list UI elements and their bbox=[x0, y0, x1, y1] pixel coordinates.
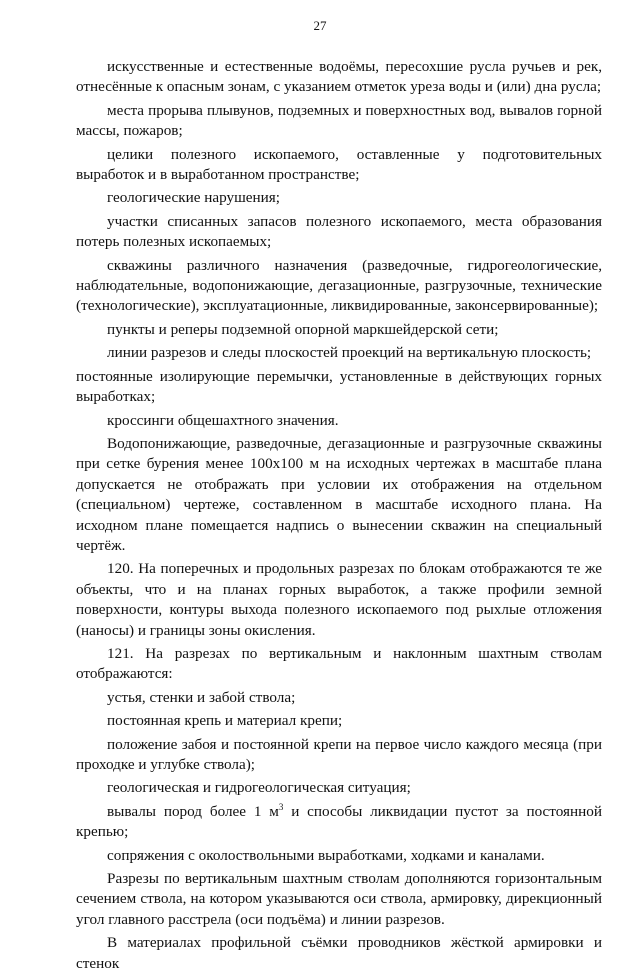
paragraph: 121. На разрезах по вертикальным и наклонным шахтным стволам отображаются: bbox=[76, 644, 602, 683]
paragraph: кроссинги общешахтного значения. bbox=[107, 411, 339, 429]
paragraph: линии разрезов и следы плоскостей проекций на вертикальную плоскость; bbox=[107, 344, 592, 362]
cubic-superscript: 3 bbox=[278, 801, 284, 812]
paragraph: пункты и реперы подземной опорной маркшейдерской сети; bbox=[107, 320, 499, 338]
paragraph: постоянные изолирующие перемычки, установленные в действующих горных выработках; bbox=[76, 367, 602, 406]
paragraph: места прорыва плывунов, подземных и поверхностных вод, вывалов горной массы, пожаров; bbox=[76, 101, 602, 140]
page-number: 27 bbox=[313, 18, 327, 33]
rock-falls-text-start: вывалы пород более 1 м bbox=[107, 802, 279, 820]
paragraph: устья, стенки и забой ствола; bbox=[107, 688, 296, 706]
paragraph: искусственные и естественные водоёмы, пересохшие русла ручьев и рек, отнесённые к опасным зонам, с указанием отметок уреза воды и (или) дна русла; bbox=[76, 58, 602, 96]
paragraph: скважины различного назначения (разведочные, гидрогеологические, наблюдательные, водопонижающие, дегазационные, разгрузочные, технические (технологические), эксплуатационные, ликвидированные, законсервированные); bbox=[76, 256, 602, 315]
paragraph: 120. На поперечных и продольных разрезах по блокам отображаются те же объекты, что и на планах горных выработок, а также профили земной поверхности, контуры выхода полезного ископаемого под рыхлые отложения (наносы) и границы зоны окисления. bbox=[76, 560, 602, 639]
paragraph-rock-falls bbox=[76, 802, 602, 843]
paragraph: Разрезы по вертикальным шахтным стволам дополняются горизонтальным сечением ствола, на котором указываются оси ствола, армировку, дирекционный угол главного расстрела (оси подъёма) и линии разрезов. bbox=[76, 870, 602, 928]
paragraph: участки списанных запасов полезного ископаемого, места образования потерь полезных ископаемых; bbox=[76, 212, 602, 251]
rock-falls-text-end: и способы ликвидации пустот за постоянной крепью; bbox=[76, 802, 603, 841]
paragraph: Водопонижающие, разведочные, дегазационные и разгрузочные скважины при сетке бурения менее 100х100 м на исходных чертежах в масштабе плана допускается не отображать при условии их отображения на отдельном (специальном) чертеже, составленном в масштабе исходного плана. На исходном плане помещается надпись о вынесении скважин на специальный чертёж. bbox=[76, 434, 602, 554]
paragraph: постоянная крепь и материал крепи; bbox=[107, 712, 343, 730]
paragraph: целики полезного ископаемого, оставленные у подготовительных выработок и в выработанном пространстве; bbox=[76, 145, 602, 184]
paragraph: положение забоя и постоянной крепи на первое число каждого месяца (при проходке и углубке ствола); bbox=[76, 735, 602, 773]
paragraph: В материалах профильной съёмки проводников жёсткой армировки и стенок bbox=[76, 934, 602, 972]
paragraph: геологические нарушения; bbox=[107, 189, 280, 207]
document-body bbox=[76, 57, 602, 977]
paragraph: сопряжения с околоствольными выработками, ходками и каналами. bbox=[107, 846, 545, 864]
paragraph: геологическая и гидрогеологическая ситуация; bbox=[107, 779, 411, 797]
